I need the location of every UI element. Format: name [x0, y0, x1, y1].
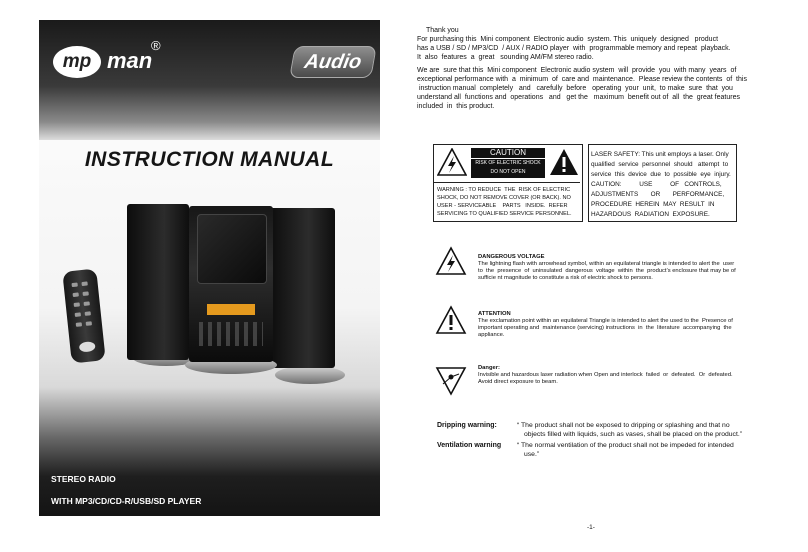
- hazard2-line1: The exclamation point within an equilateral Triangle is intended to alert the used to the Presence of: [478, 318, 733, 324]
- warning-line4: SERVICING TO QUALIFIED SERVICE PERSONNEL.: [437, 211, 572, 217]
- exclamation-warning-icon: [549, 148, 579, 176]
- manual-title: INSTRUCTION MANUAL: [84, 148, 335, 171]
- right-speaker-base: [275, 366, 345, 384]
- caution-label: [471, 148, 545, 178]
- intro-para2-line4: understand all functions and operations and get the maximum benefit out of all the great features: [417, 94, 740, 101]
- hazard1-line3: sufficie nt magnitude to constitute a risk of electric shock to persons.: [478, 275, 653, 281]
- hazard1-line2: to the presence of uninsulated dangerous voltage within the product’s enclosure that may be of: [478, 268, 736, 274]
- subtitle-line1: STEREO RADIO: [51, 474, 116, 484]
- control-buttons: [199, 322, 263, 346]
- laser-line7: HAZARDOUS RADIATION EXPOSURE.: [591, 211, 710, 218]
- risk-line1: RISK OF ELECTRIC SHOCK: [475, 160, 541, 166]
- intro-para2-line2: exceptional performance with a minimum of care and maintenance. Please review the contents of this: [417, 76, 747, 83]
- risk-line2: DO NOT OPEN: [490, 169, 526, 175]
- ventilation-warning-label: Ventilation warning: [437, 442, 502, 449]
- laser-line1: LASER SAFETY: This unit employs a laser. Only: [591, 151, 729, 158]
- main-unit: [189, 206, 273, 362]
- ventilation-warning-line1: “ The normal ventilation of the product shall not be impeded for intended: [517, 442, 734, 449]
- cover-page: [39, 20, 380, 516]
- intro-para1-line3: It also features a great sounding AM/FM stereo radio.: [417, 54, 594, 61]
- laser-line3: service this device due to possible eye injury.: [591, 171, 731, 178]
- logo-mp: mp: [53, 46, 101, 78]
- intro-para2-line3: instruction manual completely and carefully before operating your unit, to make sure that you: [417, 85, 733, 92]
- dripping-warning-line1: “ The product shall not be exposed to dripping or splashing and that no: [517, 422, 730, 429]
- intro-para1-line2: has a USB / SD / MP3/CD / AUX / RADIO player with programmable memory and repeat playback.: [417, 45, 731, 52]
- intro-para2-line1: We are sure that this Mini component Electronic audio system will provide you with many years of: [417, 67, 737, 74]
- laser-line2: qualified service personnel should attempt to: [591, 161, 729, 168]
- caution-word: CAUTION: [471, 148, 545, 159]
- registered-mark: ®: [151, 38, 161, 53]
- cover-subtitle: [51, 468, 201, 512]
- left-speaker: [127, 204, 189, 360]
- intro-para2-line5: included in this product.: [417, 103, 495, 110]
- laser-radiation-icon: [435, 366, 467, 396]
- hazard1-line1: The lightning flash with arrowhead symbol, within an equilateral triangle is intended to alert the user: [478, 261, 735, 267]
- logo-man: man: [107, 48, 153, 73]
- dangerous-voltage-icon: [435, 246, 467, 276]
- laser-line6: PROCEDURE HEREIN MAY RESULT IN: [591, 201, 715, 208]
- subtitle-line2: WITH MP3/CD/CD-R/USB/SD PLAYER: [51, 496, 202, 506]
- hazard2-line3: appliance.: [478, 332, 505, 338]
- caution-divider: [434, 182, 580, 183]
- cover-header-band: [39, 20, 380, 140]
- attention-icon: [435, 305, 467, 335]
- hazard3-title: Danger:: [478, 365, 500, 371]
- hazard3-line2: Avoid direct exposure to beam.: [478, 379, 558, 385]
- cd-lid: [197, 214, 267, 284]
- hazard2-line2: important operating and maintenance (servicing) instructions in the literature accompanying the: [478, 325, 732, 331]
- lightning-warning-icon: [437, 148, 467, 176]
- dripping-warning-line2: objects filled with liquids, such as vases, shall be placed on the product.”: [524, 431, 742, 438]
- dripping-warning-label: Dripping warning:: [437, 422, 497, 429]
- lcd-display: [207, 304, 255, 315]
- warning-line3: USER - SERVICEABLE PARTS INSIDE. REFER: [437, 203, 568, 209]
- warning-line1: WARNING : TO REDUCE THE RISK OF ELECTRIC: [437, 187, 571, 193]
- laser-line5: ADJUSTMENTS OR PERFORMANCE,: [591, 191, 725, 198]
- hazard2-title: ATTENTION: [478, 311, 511, 317]
- greeting: Thank you: [426, 27, 459, 34]
- ventilation-warning-line2: use.”: [524, 451, 540, 458]
- remote-control: [62, 268, 105, 363]
- audio-badge: Audio: [289, 46, 377, 78]
- laser-line4: CAUTION: USE OF CONTROLS,: [591, 181, 722, 188]
- right-speaker: [269, 208, 335, 368]
- hazard3-line1: Invisible and hazardous laser radiation when Open and interlock failed or defeated. Or defeated.: [478, 372, 733, 378]
- warning-line2: SHOCK, DO NOT REMOVE COVER (OR BACK). NO: [437, 195, 571, 201]
- page-number: -1-: [587, 524, 595, 531]
- intro-para1-line1: For purchasing this Mini component Electronic audio system. This uniquely designed product: [417, 36, 719, 43]
- hazard1-title: DANGEROUS VOLTAGE: [478, 254, 545, 260]
